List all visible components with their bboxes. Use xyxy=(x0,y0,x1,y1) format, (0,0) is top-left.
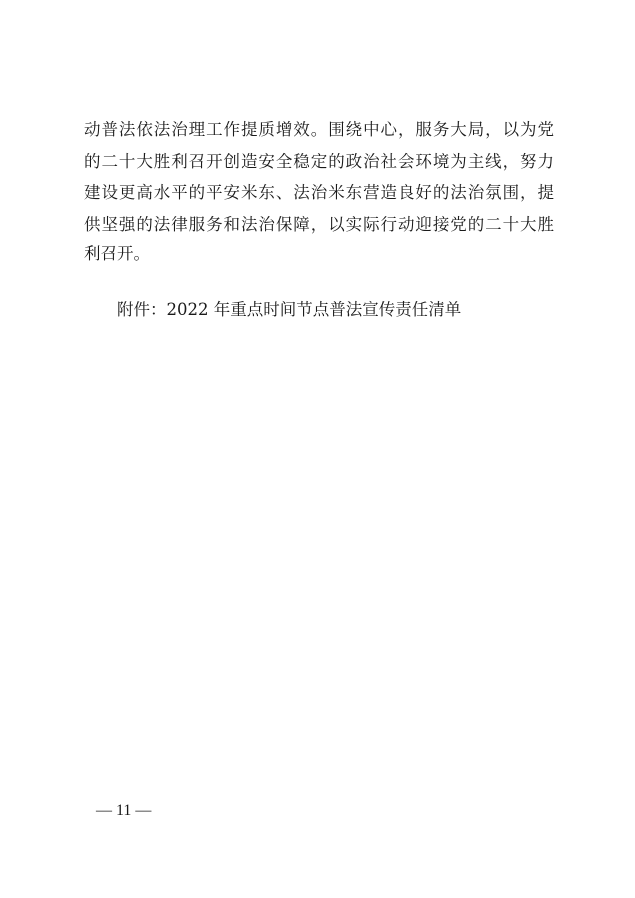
attachment-line: 附件：2022 年重点时间节点普法宣传责任清单 xyxy=(117,300,462,319)
body-line-3: 建设更高水平的平安米东、法治米东营造良好的法治氛围，提 xyxy=(84,183,554,202)
body-line-1: 动普法依法治理工作提质增效。围绕中心，服务大局，以为党 xyxy=(84,120,554,139)
body-line-2: 的二十大胜利召开创造安全稳定的政治社会环境为主线，努力 xyxy=(84,152,554,171)
body-line-5: 利召开。 xyxy=(84,244,150,263)
page-number: — 11 — xyxy=(96,802,152,819)
body-line-4: 供坚强的法律服务和法治保障，以实际行动迎接党的二十大胜 xyxy=(84,215,554,234)
